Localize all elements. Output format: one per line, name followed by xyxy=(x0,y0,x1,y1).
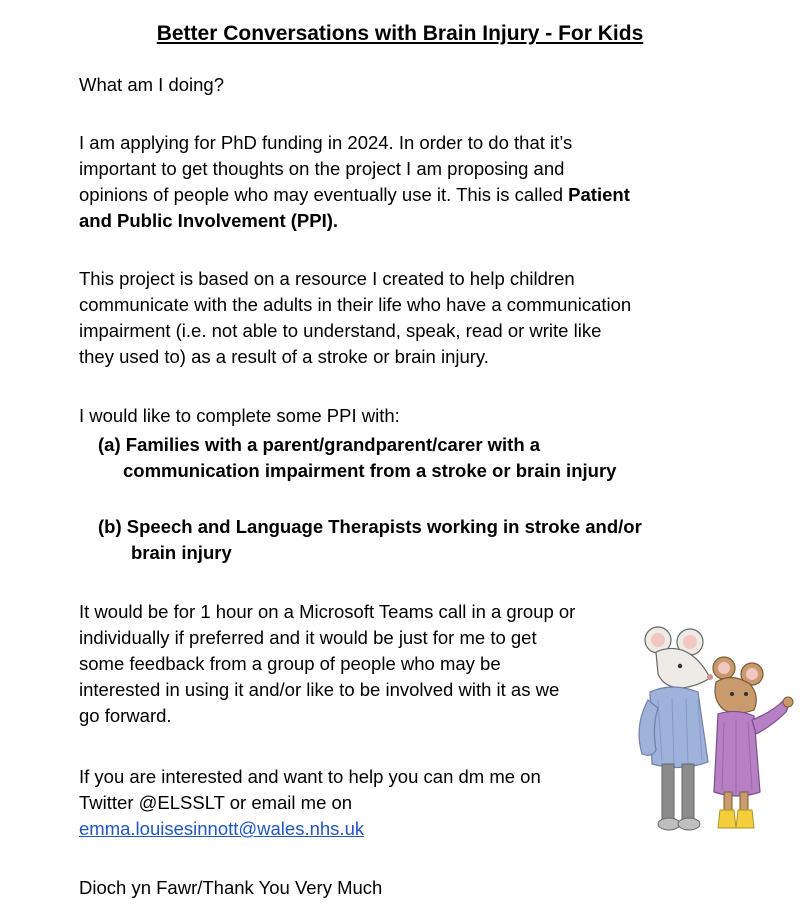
paragraph-line: impairment (i.e. not able to understand, speak, read or write like xyxy=(79,320,602,341)
list-item-b xyxy=(98,514,642,566)
paragraph-ppi-intro: I would like to complete some PPI with: xyxy=(79,405,400,426)
ppi-term-bold: and Public Involvement (PPI). xyxy=(79,210,339,231)
paragraph-line: It would be for 1 hour on a Microsoft Teams call in a group or xyxy=(79,601,576,622)
tall-mouse xyxy=(639,627,713,830)
paragraph-line: they used to) as a result of a stroke or brain injury. xyxy=(79,346,489,367)
paragraph-teams-call xyxy=(79,599,575,729)
small-mouse xyxy=(713,657,793,828)
question-heading: What am I doing? xyxy=(79,74,224,95)
paragraph-line: some feedback from a group of people who may be xyxy=(79,653,501,674)
list-text: Families with a parent/grandparent/carer with a xyxy=(125,434,541,455)
email-link[interactable]: emma.louisesinnott@wales.nhs.uk xyxy=(79,818,365,839)
closing-line: Dioch yn Fawr/Thank You Very Much xyxy=(79,877,383,898)
list-item-a xyxy=(98,432,616,484)
paragraph-line: individually if preferred and it would be just for me to get xyxy=(79,627,537,648)
paragraph-line: Twitter @ELSSLT or email me on xyxy=(79,792,353,813)
paragraph-line: If you are interested and want to help you can dm me on xyxy=(79,766,541,787)
list-text-continued: brain injury xyxy=(131,542,232,563)
list-text-continued: communication impairment from a stroke or brain injury xyxy=(123,460,617,481)
paragraph-contact xyxy=(79,764,541,842)
paragraph-line xyxy=(79,208,630,234)
paragraph-line: important to get thoughts on the project I am proposing and xyxy=(79,158,565,179)
list-text: Speech and Language Therapists working in stroke and/or xyxy=(126,516,642,537)
paragraph-line: I am applying for PhD funding in 2024. In order to do that it’s xyxy=(79,132,573,153)
document-title: Better Conversations with Brain Injury - For Kids xyxy=(156,22,644,45)
paragraph-line: opinions of people who may eventually use it. This is called Patient xyxy=(79,184,630,205)
paragraph-line: interested in using it and/or like to be involved with it as we xyxy=(79,679,560,700)
list-marker: (a) xyxy=(98,434,121,455)
paragraph-phd-funding xyxy=(79,130,630,234)
mice-illustration xyxy=(628,622,798,840)
paragraph-project-description xyxy=(79,266,631,370)
list-marker: (b) xyxy=(98,516,122,537)
paragraph-line: This project is based on a resource I created to help children xyxy=(79,268,575,289)
paragraph-line: communicate with the adults in their life who have a communication xyxy=(79,294,632,315)
paragraph-line: go forward. xyxy=(79,705,172,726)
ppi-term-bold: Patient xyxy=(568,184,630,205)
